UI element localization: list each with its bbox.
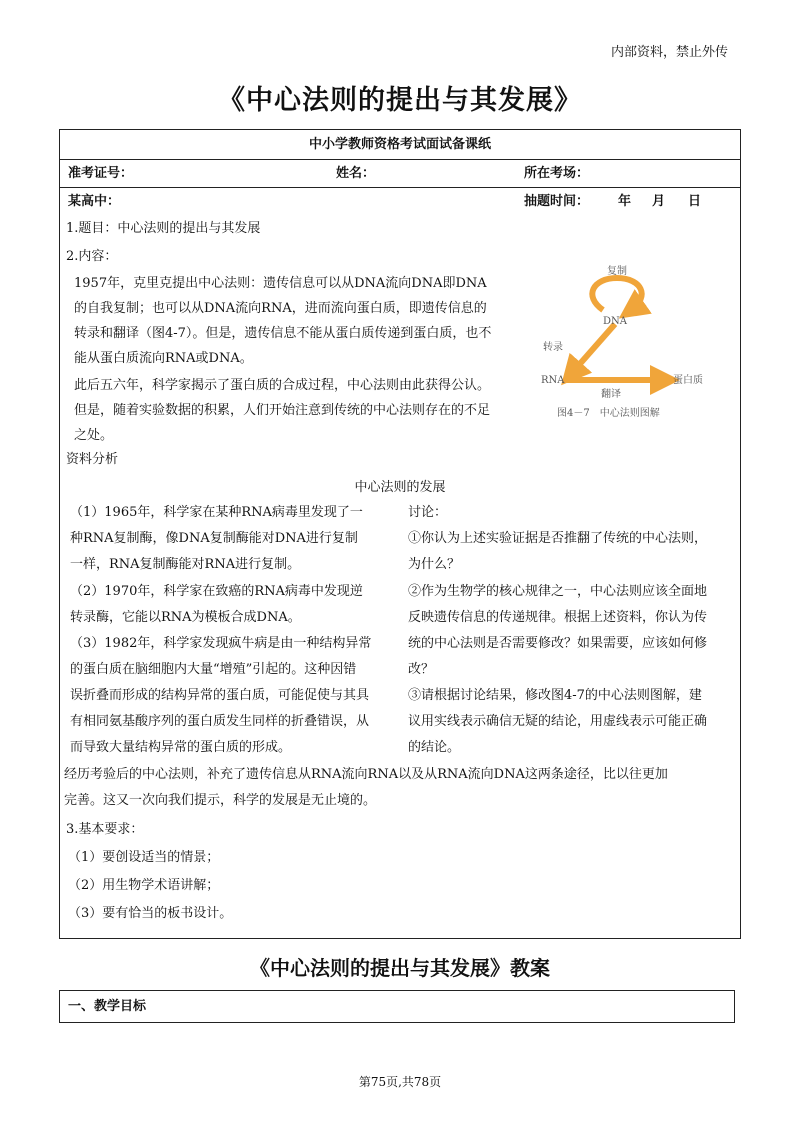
page-number: 第75页,共78页 bbox=[358, 1075, 442, 1089]
left-material-line: （2）1970年，科学家在致癌的RNA病毒中发现逆 bbox=[70, 584, 363, 599]
left-material-line: （1）1965年，科学家在某种RNA病毒里发现了一 bbox=[70, 505, 363, 520]
left-material-line: 的蛋白质在脑细胞内大量“增殖”引起的。这种因错 bbox=[70, 662, 357, 677]
name-label: 姓名： bbox=[336, 166, 376, 181]
section-teaching-goals: 一、教学目标 bbox=[59, 990, 735, 1023]
discussion-line: 讨论： bbox=[408, 505, 448, 520]
location-label: 所在考场： bbox=[524, 166, 590, 181]
central-dogma-figure bbox=[537, 264, 729, 424]
subject-label: 某高中： bbox=[68, 194, 121, 209]
conclusion-line: 完善。这又一次向我们提示，科学的发展是无止境的。 bbox=[64, 793, 377, 808]
left-material-line: 误折叠而形成的结构异常的蛋白质，可能促使与其具 bbox=[70, 688, 370, 703]
form-header: 中小学教师资格考试面试备课纸 bbox=[60, 130, 740, 160]
central-dogma-diagram bbox=[537, 264, 729, 424]
discussion-line: 议用实线表示确信无疑的结论，用虚线表示可能正确 bbox=[408, 714, 708, 729]
discussion-line: ③请根据讨论结果，修改图4-7的中心法则图解，建 bbox=[408, 688, 702, 703]
left-material-line: 一样，RNA复制酶能对RNA进行复制。 bbox=[70, 557, 301, 572]
intro-line: 此后五六年，科学家揭示了蛋白质的合成过程，中心法则由此获得公认。 bbox=[74, 378, 491, 393]
intro-line: 转录和翻译（图4-7）。但是，遗传信息不能从蛋白质传递到蛋白质，也不 bbox=[74, 326, 492, 341]
candidate-info-row bbox=[60, 160, 740, 188]
discussion-line: ①你认为上述实验证据是否推翻了传统的中心法则， bbox=[408, 531, 708, 546]
left-material-line: 转录酶，它能以RNA为模板合成DNA。 bbox=[70, 610, 301, 625]
intro-line: 之处。 bbox=[74, 428, 114, 443]
main-title: 《中心法则的提出与其发展》 bbox=[218, 85, 582, 116]
requirement-item: （3）要有恰当的板书设计。 bbox=[68, 906, 233, 921]
label-transcription: 转录 bbox=[543, 342, 563, 353]
requirement-item: （1）要创设适当的情景； bbox=[68, 850, 220, 865]
lesson-plan-title: 《中心法则的提出与其发展》教案 bbox=[250, 956, 550, 980]
conclusion-line: 经历考验后的中心法则，补充了遗传信息从RNA流向RNA以及从RNA流向DNA这两条途径，比以往更加 bbox=[64, 767, 668, 782]
label-protein: 蛋白质 bbox=[673, 375, 703, 386]
discussion-line: ②作为生物学的核心规律之一，中心法则应该全面地 bbox=[408, 584, 708, 599]
item-content-label: 2.内容： bbox=[66, 249, 118, 264]
draw-time-label: 抽题时间： bbox=[524, 194, 590, 209]
year-label: 年 bbox=[618, 194, 632, 209]
left-material-line: 有相同氨基酸序列的蛋白质发生同样的折叠错误，从 bbox=[70, 714, 370, 729]
discussion-line: 为什么？ bbox=[408, 557, 461, 572]
exam-id-label: 准考证号： bbox=[68, 166, 134, 181]
left-material-line: 种RNA复制酶，像DNA复制酶能对DNA进行复制 bbox=[70, 531, 358, 546]
intro-line: 但是，随着实验数据的积累，人们开始注意到传统的中心法则存在的不足 bbox=[74, 403, 491, 418]
transcription-arrow bbox=[571, 324, 615, 374]
prep-paper-form bbox=[59, 129, 741, 939]
analysis-title: 中心法则的发展 bbox=[354, 480, 446, 495]
label-replication: 复制 bbox=[607, 266, 627, 277]
month-label: 月 bbox=[652, 194, 666, 209]
replication-arrow bbox=[592, 278, 641, 310]
requirement-item: （2）用生物学术语讲解； bbox=[68, 878, 220, 893]
intro-line: 1957年，克里克提出中心法则：遗传信息可以从DNA流向DNA即DNA bbox=[74, 276, 487, 291]
label-rna: RNA bbox=[541, 375, 565, 386]
confidential-note: 内部资料，禁止外传 bbox=[610, 45, 728, 60]
left-material-line: （3）1982年，科学家发现疯牛病是由一种结构异常 bbox=[70, 636, 372, 651]
discussion-line: 统的中心法则是否需要修改？如果需要，应该如何修 bbox=[408, 636, 708, 651]
discussion-line: 的结论。 bbox=[408, 740, 461, 755]
analysis-label: 资料分析 bbox=[66, 452, 119, 467]
intro-line: 的自我复制；也可以从DNA流向RNA，进而流向蛋白质，即遗传信息的 bbox=[74, 301, 487, 316]
discussion-line: 改？ bbox=[408, 662, 435, 677]
label-dna: DNA bbox=[603, 316, 627, 327]
school-info-row bbox=[60, 188, 740, 216]
day-label: 日 bbox=[688, 194, 702, 209]
left-material-line: 而导致大量结构异常的蛋白质的形成。 bbox=[70, 740, 292, 755]
discussion-line: 反映遗传信息的传递规律。根据上述资料，你认为传 bbox=[408, 610, 708, 625]
intro-line: 能从蛋白质流向RNA或DNA。 bbox=[74, 351, 253, 366]
item-requirements-label: 3.基本要求： bbox=[66, 822, 144, 837]
item-topic: 1.题目：中心法则的提出与其发展 bbox=[66, 221, 261, 236]
figure-caption: 图4－7 中心法则图解 bbox=[557, 408, 660, 419]
label-translation: 翻译 bbox=[601, 389, 621, 400]
